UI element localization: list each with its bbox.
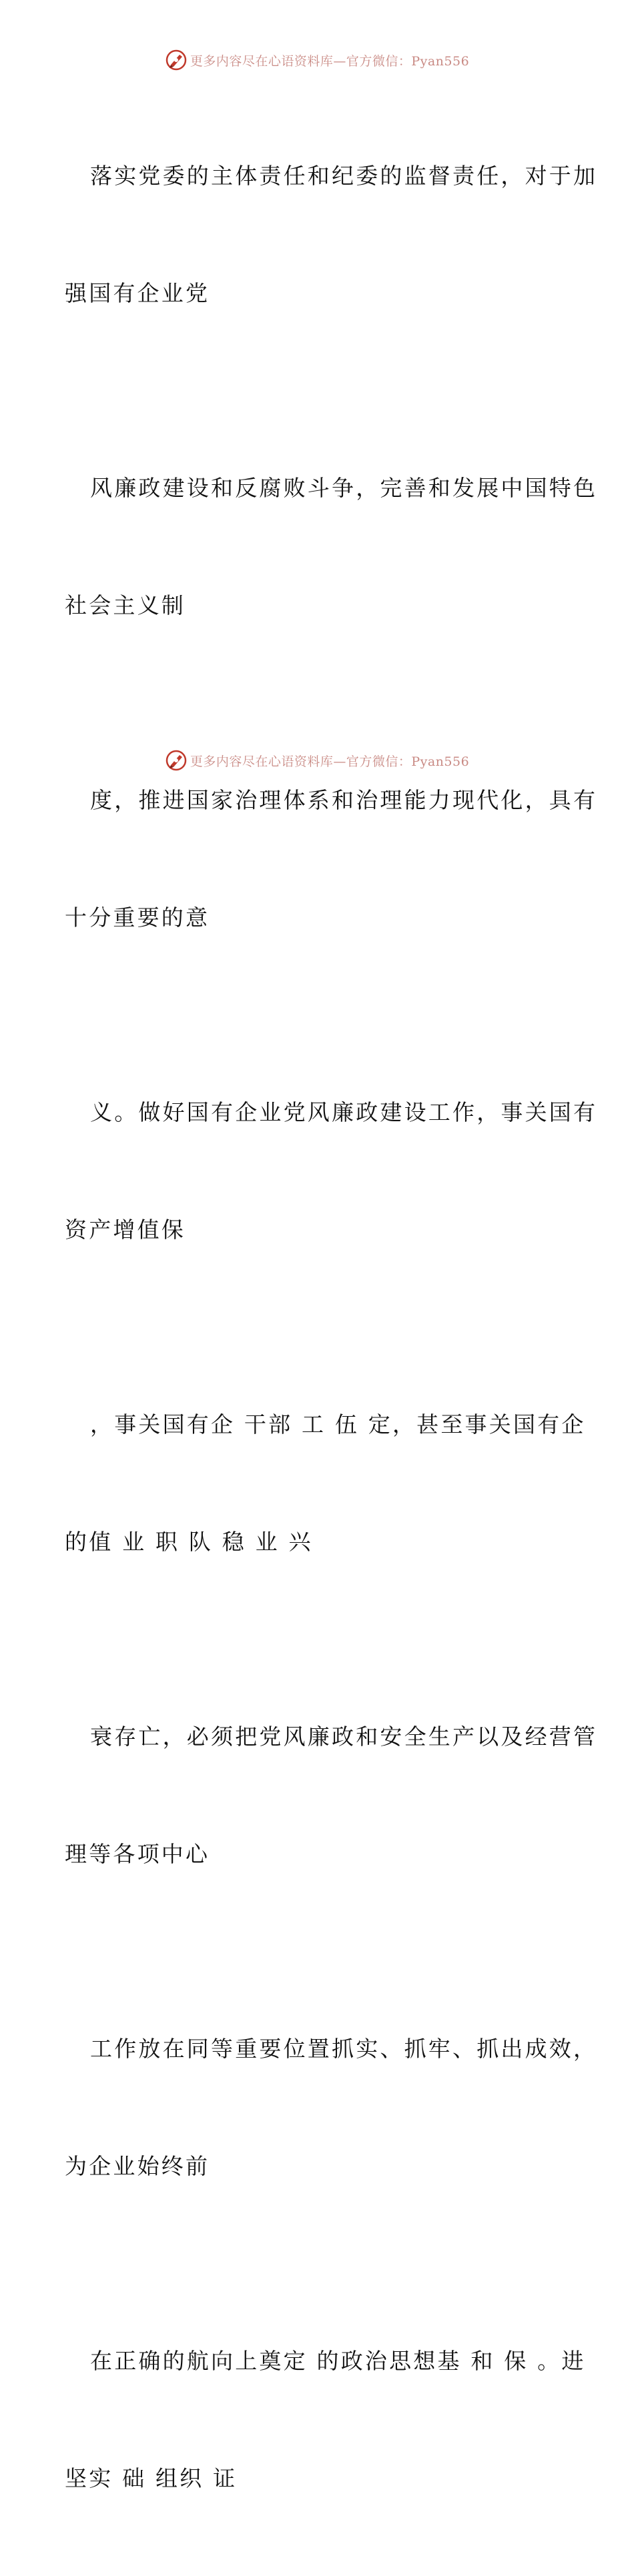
document-body: [65, 79, 598, 2576]
watermark-header: [0, 47, 634, 73]
paragraph-line: 落实党委的主体责任和纪委的监督责任，对于加: [90, 163, 598, 189]
paragraph-line: 理等各项中心: [65, 1840, 210, 1867]
paragraph-line: 强国有企业党: [65, 279, 210, 306]
paragraph-line: 衰存亡，必须把党风廉政和安全生产以及经营管: [90, 1724, 598, 1750]
paragraph: [65, 1327, 586, 1640]
pen-logo-icon: [165, 49, 188, 71]
paragraph-line: 在正确的航向上奠定 的政治思想基 和 保 。进: [90, 2348, 586, 2374]
paragraph: [65, 391, 598, 703]
paragraph-line: 的值 业 职 队 稳 业 兴: [65, 1528, 313, 1555]
paragraph-line: 工作放在同等重要位置抓实、抓牢、抓出成效，: [90, 2036, 598, 2062]
paragraph-line: 资产增值保: [65, 1216, 186, 1243]
paragraph-line: 义。做好国有企业党风廉政建设工作，事关国有: [90, 1099, 598, 1125]
paragraph: [65, 1015, 598, 1327]
paragraph-line: 坚实 础 组织 证: [65, 2465, 238, 2491]
watermark-text: 更多内容尽在心语资料库—官方微信：Pyan556: [190, 754, 470, 769]
paragraph-line: 风廉政建设和反腐败斗争，完善和发展中国特色: [90, 475, 598, 501]
paragraph: [65, 2264, 586, 2576]
paragraph-line: 度，推进国家治理体系和治理能力现代化，具有: [90, 787, 598, 813]
paragraph: [65, 1952, 598, 2264]
paragraph-line: 十分重要的意: [65, 904, 210, 930]
watermark-footer: [0, 747, 634, 774]
paragraph: [65, 1640, 598, 1952]
paragraph-line: ，事关国有企 干部 工 伍 定，甚至事关国有企: [90, 1411, 586, 1437]
watermark-text: 更多内容尽在心语资料库—官方微信：Pyan556: [190, 53, 470, 69]
paragraph-line: 为企业始终前: [65, 2152, 210, 2179]
pen-logo-icon: [165, 749, 188, 772]
paragraph: [65, 79, 598, 391]
paragraph-line: 社会主义制: [65, 592, 186, 618]
